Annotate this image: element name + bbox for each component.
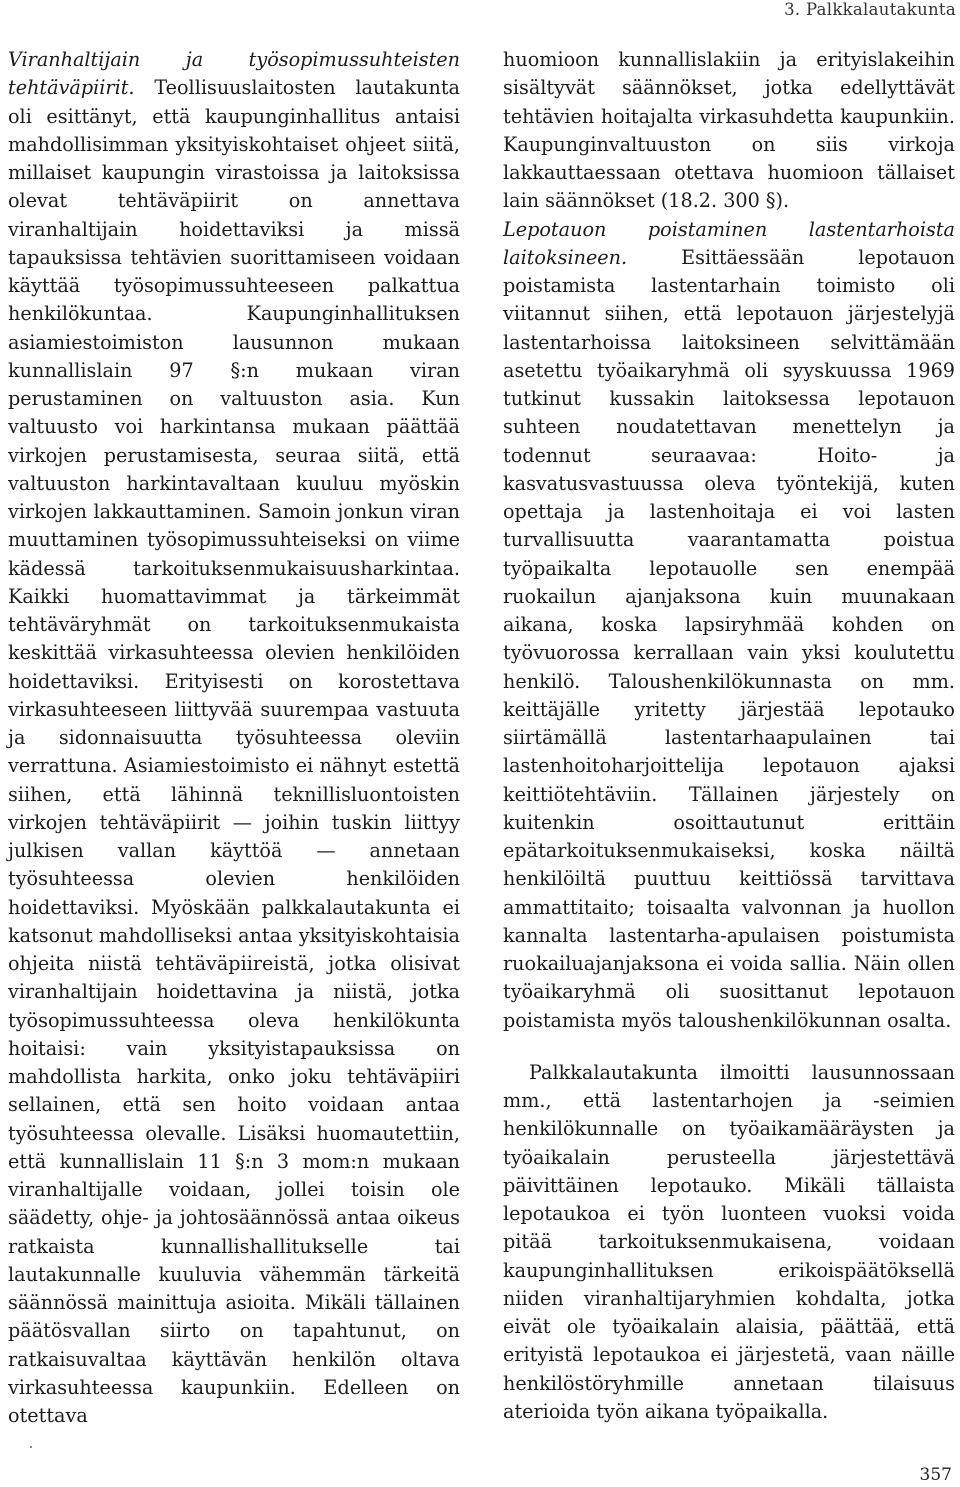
right-column (503, 46, 955, 1426)
right-continuation: huomioon kunnallislakiin ja erityislakeihin sisältyvät säännökset, jotka edellyttävät tehtävien hoitajalta virkasuhdetta kaupunkiin. Kaupunginvaltuuston on siis virkoja lakkauttaessaan otettava huomioon tällaiset lain säännökset (18.2. 300 §). (503, 48, 955, 213)
lepotauko-text: Esittäessään lepotauon poistamista lastentarhain toimisto oli viitannut siihen, että lepotauon järjestelyjä lastentarhoissa laitoksineen selvittämään asetettu työaikaryhmä oli syyskuussa 1969 tutkinut kussakin laitoksessa lepotauon suhteen noudatettavan menettelyn ja todennut seuraavaa: Hoito- ja kasvatusvastuussa oleva työntekijä, kuten opettaja ja lastenhoitaja ei voi lasten turvallisuutta vaarantamatta poistua työpaikalta lepotauolle sen enempää ruokailun ajanjaksona kuin muunakaan aikana, koska lapsiryhmää kohden on työvuorossa kerrallaan vain yksi koulutettu henkilö. Taloushenkilökunnasta on mm. keittäjälle yritetty järjestää lepotauko siirtämällä lastentarhaapulainen tai lastenhoitoharjoittelija lepotauon ajaksi keittiötehtäviin. Tällainen järjestely on kuitenkin osoittautunut erittäin epätarkoituksenmukaiseksi, koska näiltä henkilöiltä puuttuu keittiössä tarvittava ammattitaito; toisaalta valvonnan ja huollon kannalta lastentarha-apulaisen poistumista ruokailuajanjaksona ei voida sallia. Näin ollen työaikaryhmä oli suosittanut lepotauon poistamista myös taloushenkilökunnan osalta. (503, 245, 955, 1032)
right-paragraph-lepotauko (503, 216, 955, 1035)
running-head: 3. Palkkalautakunta (784, 0, 956, 19)
stray-mark (30, 1446, 32, 1448)
page-number: 357 (919, 1465, 952, 1485)
right-paragraph-palkkalautakunta: Palkkalautakunta ilmoitti lausunnossaan mm., että lastentarhojen ja -seimien henkilökunnalle on työaikamääräysten ja työaikalain perusteella järjestettävä päivittäinen lepotauko. Mikäli tällaista lepotaukoa ei työn luonteen vuoksi voida pitää tarkoituksenmukaisena, voidaan kaupunginhallituksen erikoispäätöksellä niiden viranhaltijaryhmien kohdalta, jotka eivät ole työaikalain alaisia, päättää, että erityistä lepotaukoa ei järjestetä, vaan näille henkilöstöryhmille annetaan tilaisuus aterioida työn aikana työpaikalla. (503, 1060, 955, 1423)
left-paragraph-text: Teollisuuslaitosten lautakunta oli esittänyt, että kaupunginhallitus antaisi mahdollisimman yksityiskohtaiset ohjeet siitä, millaiset kaupungin virastoissa ja laitoksissa olevat tehtäväpiirit on annettava viranhaltijain hoidettaviksi ja missä tapauksissa tehtävien suorittamiseen voidaan käyttää työsopimussuhteeseen palkattua henkilökuntaa. Kaupunginhallituksen asiamiestoimiston lausunnon mukaan kunnallislain 97 §:n mukaan viran perustaminen on valtuuston asia. Kun valtuusto voi harkintansa mukaan päättää virkojen perustamisesta, seuraa siitä, että valtuuston harkintavaltaan kuuluu myöskin virkojen lakkauttaminen. Samoin jonkun viran muuttaminen työsopimussuhteiseksi on viime kädessä tarkoituksenmukaisuusharkintaa. Kaikki huomattavimmat ja tärkeimmät tehtäväryhmät on tarkoituksenmukaista keskittää virkasuhteessa olevien henkilöiden hoidettaviksi. Erityisesti on korostettava virkasuhteeseen liittyvää suurempaa vastuuta ja sidonnaisuutta työsuhteessa oleviin verrattuna. Asiamiestoimisto ei nähnyt estettä siihen, että lähinnä teknillisluontoisten virkojen tehtäväpiirit — joihin tuskin liittyy julkisen vallan käyttöä — annetaan työsuhteessa olevien henkilöiden hoidettaviksi. Myöskään palkkalautakunta ei katsonut mahdolliseksi antaa yksityiskohtaisia ohjeita niistä tehtäväpiireistä, jotka olisivat viranhaltijain hoidettavina ja niistä, jotka työsopimussuhteessa oleva henkilökunta hoitaisi: vain yksityistapauksissa on mahdollista harkita, onko joku tehtäväpiiri sellainen, että sen hoito voidaan antaa työsuhteessa olevalle. Lisäksi huomautettiin, että kunnallislain 11 §:n 3 mom:n mukaan viranhaltijalle voidaan, jollei toisin ole säädetty, ohje- ja johtosäännössä antaa oikeus ratkaista kunnallishallitukselle tai lautakunnalle kuuluvia vähemmän tärkeitä säännössä mainittuja asioita. Mikäli tällainen päätösvallan siirto on tapahtunut, on ratkaisuvaltaa käyttävän henkilön oltava virkasuhteessa kaupunkiin. Edelleen on otettava (8, 76, 460, 1427)
left-column (8, 46, 460, 1430)
section-heading-tehtavapiirit: Viranhaltijain ja työsopimussuhteisten tehtäväpiirit. (8, 48, 460, 100)
section-heading-lepotauko: Lepotauon poistaminen lastentarhoista laitoksineen. (503, 217, 955, 269)
left-paragraph (8, 46, 460, 1430)
